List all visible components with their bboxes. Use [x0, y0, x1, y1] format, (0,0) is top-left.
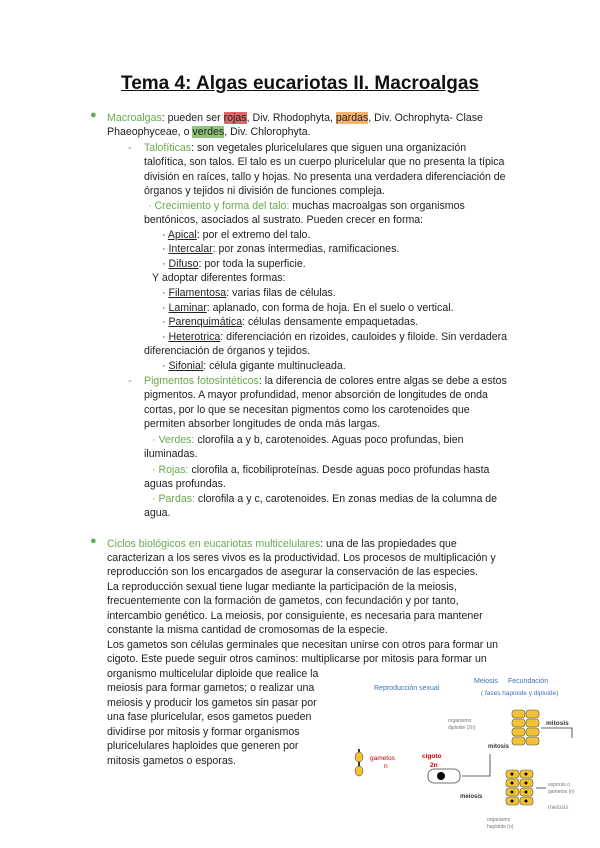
text: : por toda la superficie. — [198, 258, 306, 270]
pigmentos-label: Pigmentos fotosintéticos — [144, 375, 259, 387]
ciclos-line-7: constante la misma cantidad de cromosomas de la especie. — [107, 624, 388, 636]
pigmentos-line-4: permiten absorber longitudes de onda más largas. — [144, 418, 381, 430]
intercalar-line: · Intercalar: por zonas intermedias, ramificaciones. — [162, 243, 400, 255]
ciclos-line-5: frecuentemente con la formación de gametos, con fecundación y por tanto, — [107, 595, 459, 607]
text: : pueden ser — [161, 112, 224, 124]
heterotrica-line-2: diferenciación de órganos y tejidos. — [144, 345, 311, 357]
diagram-2n-label: 2n — [430, 762, 438, 769]
zygote-nucleus-icon — [437, 772, 445, 780]
text: clorofila a y c, carotenoides. En zonas medias de la columna de — [194, 493, 498, 505]
ciclos-line-9: cigoto. Este puede seguir otros caminos: multiplicarse por mitosis para formar un — [107, 653, 487, 665]
diagram-meiosis-label: Meiosis — [474, 678, 498, 685]
ciclos-line-3: reproducción son los encargados de asegurar la conservación de las especies. — [107, 566, 479, 578]
text: : varias filas de células. — [226, 287, 336, 299]
verdes-line-1 — [152, 433, 464, 447]
heterotrica-term: Heterotrica — [168, 331, 221, 343]
sifonial-line: · Sifonial: célula gigante multinucleada. — [162, 360, 346, 372]
diagram-n-label: n — [384, 763, 388, 770]
ciclos-line-12: meiosis y producir los gametos sin pasar por — [107, 697, 317, 709]
ciclos-line-13: una fase pluricelular, esos gametos pueden — [107, 711, 312, 723]
text: : diferenciación en rizoides, cauloides y filoide. Sin verdadera — [220, 331, 508, 343]
parenquimatica-line: · Parenquimática: células densamente empaquetadas. — [162, 316, 419, 328]
diagram-org-haploide-2: haploide (n) — [487, 824, 514, 830]
text: : aplanado, con forma de hoja. En el suelo o vertical. — [206, 302, 454, 314]
dash-icon: - — [128, 142, 132, 154]
filamentosa-line: · Filamentosa: varias filas de células. — [162, 287, 336, 299]
diploid-organism-icon — [512, 710, 539, 745]
dash-icon: - — [128, 375, 132, 387]
text: : células densamente empaquetadas. — [242, 316, 419, 328]
ciclos-line-8: Los gametos son células germinales que necesitan unirse con otros para formar un — [107, 639, 499, 651]
rojas-line-2: aguas profundas. — [144, 478, 226, 490]
laminar-line: · Laminar: aplanado, con forma de hoja. En el suelo o vertical. — [162, 302, 454, 314]
text: muchas macroalgas son organismos — [289, 200, 465, 212]
bullet-icon: ● — [90, 535, 97, 547]
ciclos-line-15: pluricelulares haploides que generen por — [107, 740, 299, 752]
page-title: Tema 4: Algas eucariotas II. Macroalgas — [121, 73, 479, 94]
text: Phaeophyceae, o — [107, 126, 193, 138]
laminar-term: Laminar — [168, 302, 207, 314]
verdes-line-2: iluminadas. — [144, 448, 198, 460]
bullet-icon: ● — [90, 109, 97, 121]
parenquimatica-term: Parenquimática — [168, 316, 243, 328]
text: clorofila a y b, carotenoides. Aguas poco profundas, bien — [194, 434, 464, 446]
diagram-gametos-label: gametos — [370, 755, 395, 762]
diagram-fecundacion-label: Fecundación — [508, 678, 549, 685]
ciclos-line-6: intercambio genético. La meiosis, por consiguiente, es necesaria para mantener — [107, 610, 483, 622]
ciclos-line-16: mitosis gametos o esporas. — [107, 755, 236, 767]
talofiticas-line-3: división en raíces, tallo y hojas. No presenta una verdadera diferenciación de — [144, 171, 506, 183]
pardas-line-2: agua. — [144, 507, 171, 519]
pardas-line-1 — [152, 492, 497, 506]
arrow-icon — [462, 754, 490, 776]
highlight-verdes: verdes — [192, 126, 225, 138]
diagram-esporas-1: esporas o — [548, 782, 570, 788]
macroalgas-line-1 — [107, 111, 483, 125]
difuso-term: Difuso — [168, 258, 199, 270]
ciclos-line-11: meiosis para formar gametos; o realizar una — [107, 682, 315, 694]
difuso-line: · Difuso: por toda la superficie. — [162, 258, 306, 270]
heterotrica-line-1: · Heterotrica: diferenciación en rizoides, cauloides y filoide. Sin verdadera — [162, 331, 508, 343]
pigmentos-line-2: pigmentos. A mayor profundidad, menor absorción de longitudes de onda — [144, 389, 488, 401]
diagram-org-haploide-1: organismo — [487, 817, 511, 823]
ciclos-line-10: organismo multicelular diploide que realice la — [107, 668, 319, 680]
diagram-mitosis-mid: mitosis — [488, 744, 510, 750]
diagram-meiosis-bl: meiosis — [460, 794, 483, 800]
crecimiento-line-1 — [148, 199, 465, 213]
highlight-pardas: pardas — [335, 112, 369, 124]
text: : son vegetales pluricelulares que siguen una organización — [191, 142, 467, 154]
apical-line: · Apical: por el extremo del talo. — [162, 229, 311, 241]
text: clorofila a, ficobiliproteínas. Desde aguas poco profundas hasta — [188, 464, 490, 476]
diagram-meiosis-br: meiosis — [548, 805, 569, 811]
formas-line: Y adoptar diferentes formas: — [152, 272, 286, 284]
ciclos-line-4: La reproducción sexual tiene lugar mediante la participación de la meiosis, — [107, 581, 457, 593]
text: : una de las propiedades que — [320, 538, 457, 550]
diagram-org-diploide-1: organismo — [448, 718, 472, 724]
pigmentos-line-3: cortas, por lo que se necesitan pigmentos como los carotenoides que — [144, 404, 470, 416]
rojas-line-1 — [152, 463, 489, 477]
text: : la diferencia de colores entre algas se debe a estos — [258, 375, 507, 387]
diagram-org-diploide-2: diploide (2n) — [448, 725, 476, 731]
diagram-fases-label: ( fases haploide y diploide) — [481, 690, 559, 697]
gamete-cell-icon — [355, 766, 363, 776]
sifonial-term: Sifonial — [168, 360, 204, 372]
gamete-cell-icon — [355, 752, 363, 762]
talofiticas-line-1 — [144, 141, 466, 155]
apical-term: Apical — [167, 229, 197, 241]
text: , Div. Rhodophyta, — [246, 112, 336, 124]
crecimiento-label: · Crecimiento y forma del talo: — [148, 200, 290, 212]
text: , Div. Chlorophyta. — [224, 126, 311, 138]
verdes-label: · Verdes: — [152, 434, 195, 446]
life-cycle-diagram — [340, 672, 592, 840]
talofiticas-label: Talofíticas — [144, 142, 192, 154]
diagram-esporas-2: gametos (n) — [548, 789, 575, 795]
talofiticas-line-4: órganos y tejidos ni división de funciones compleja. — [144, 185, 385, 197]
text: : por zonas intermedias, ramificaciones. — [212, 243, 400, 255]
haploid-organism-icon — [506, 770, 533, 805]
pardas-label: · Pardas: — [152, 493, 195, 505]
text: : por el extremo del talo. — [196, 229, 311, 241]
ciclos-line-2: caracterizan a los seres vivos es la productividad. Los procesos de multiplicación y — [107, 552, 496, 564]
crecimiento-line-2: bentónicos, asociados al sustrato. Pueden crecer en forma: — [144, 214, 424, 226]
ciclos-line-14: dividirse por mitosis y formar organismos — [107, 726, 300, 738]
diagram-repro-label: Reproducción sexual — [374, 685, 440, 692]
text: : célula gigante multinucleada. — [203, 360, 346, 372]
intercalar-term: Intercalar — [168, 243, 213, 255]
rojas-label: · Rojas: — [152, 464, 189, 476]
arrow-icon — [541, 728, 572, 738]
diagram-cigoto-label: cigoto — [422, 753, 442, 760]
diagram-mitosis-right: mitosis — [546, 720, 569, 727]
macroalgas-line-2 — [107, 125, 311, 139]
text: , Div. Ochrophyta- Clase — [368, 112, 483, 124]
pigmentos-line-1 — [144, 374, 507, 388]
talofiticas-line-2: talofítica, son talos. El talo es un cuerpo pluricelular que no presenta la típica — [144, 156, 505, 168]
ciclos-label: Ciclos biológicos en eucariotas multicelulares — [107, 538, 321, 550]
highlight-rojas: rojas — [223, 112, 247, 124]
macroalgas-label: Macroalgas — [107, 112, 162, 124]
ciclos-line-1 — [107, 537, 457, 551]
filamentosa-term: Filamentosa — [168, 287, 227, 299]
